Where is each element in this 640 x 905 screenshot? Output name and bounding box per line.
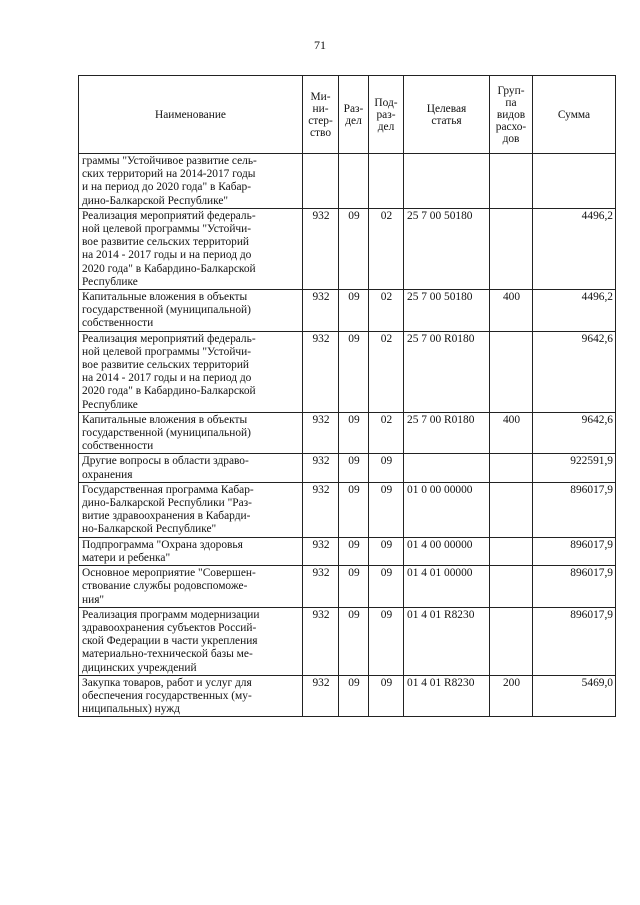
cell-target [404,454,490,482]
cell-sum: 896017,9 [533,566,616,608]
cell-subsection: 02 [369,208,404,289]
table-row [79,454,616,482]
cell-group [490,537,533,565]
cell-subsection: 02 [369,331,404,412]
cell-ministry: 932 [303,607,339,675]
cell-group: 400 [490,412,533,454]
cell-section: 09 [339,412,369,454]
cell-name: Закупка товаров, работ и услуг для обеспечения государственных (му- ниципальных) нужд [79,675,303,717]
cell-ministry: 932 [303,290,339,332]
cell-subsection: 02 [369,290,404,332]
cell-name: Другие вопросы в области здраво- охранения [79,454,303,482]
cell-ministry [303,154,339,209]
cell-section: 09 [339,566,369,608]
table-row [79,566,616,608]
page-number: 71 [314,38,326,52]
cell-subsection: 09 [369,675,404,717]
header-sum: Сумма [533,76,616,154]
table-row [79,331,616,412]
cell-subsection: 09 [369,537,404,565]
header-subsection: Под- раз- дел [369,76,404,154]
header-target: Целевая статья [404,76,490,154]
cell-ministry: 932 [303,331,339,412]
cell-sum: 9642,6 [533,412,616,454]
cell-group [490,566,533,608]
cell-target: 25 7 00 50180 [404,290,490,332]
header-ministry: Ми- ни- стер- ство [303,76,339,154]
table-header-row [79,76,616,154]
cell-subsection: 09 [369,454,404,482]
cell-section: 09 [339,208,369,289]
cell-section: 09 [339,454,369,482]
cell-ministry: 932 [303,208,339,289]
cell-subsection: 09 [369,482,404,537]
cell-sum: 896017,9 [533,607,616,675]
table-body [79,154,616,717]
cell-target: 25 7 00 50180 [404,208,490,289]
cell-section: 09 [339,482,369,537]
cell-ministry: 932 [303,675,339,717]
cell-sum: 4496,2 [533,208,616,289]
cell-ministry: 932 [303,482,339,537]
cell-group [490,208,533,289]
budget-table [78,75,616,717]
cell-name: Реализация мероприятий федераль- ной целевой программы "Устойчи- вое развитие сельских территорий на 2014 - 2017 годы и на период до 2020 года" в Кабардино-Балкарской Республике [79,208,303,289]
cell-name: Государственная программа Кабар- дино-Балкарской Республики "Раз- витие здравоохранения в Кабарди- но-Балкарской Республике" [79,482,303,537]
cell-section [339,154,369,209]
header-group: Груп- па видов расхо- дов [490,76,533,154]
cell-target [404,154,490,209]
cell-target: 01 4 00 00000 [404,537,490,565]
cell-sum [533,154,616,209]
header-name: Наименование [79,76,303,154]
cell-group [490,454,533,482]
cell-group: 400 [490,290,533,332]
cell-name: Основное мероприятие "Совершен- ствование службы родовспоможе- ния" [79,566,303,608]
cell-name: Реализация программ модернизации здравоохранения субъектов Россий- ской Федерации в части укрепления материально-технической базы ме- дицинских учреждений [79,607,303,675]
cell-target: 01 0 00 00000 [404,482,490,537]
cell-target: 25 7 00 R0180 [404,331,490,412]
cell-sum: 896017,9 [533,482,616,537]
cell-subsection: 02 [369,412,404,454]
cell-target: 25 7 00 R0180 [404,412,490,454]
cell-section: 09 [339,675,369,717]
cell-section: 09 [339,290,369,332]
cell-sum: 4496,2 [533,290,616,332]
table-row [79,482,616,537]
table-row [79,208,616,289]
table-row [79,537,616,565]
cell-ministry: 932 [303,454,339,482]
cell-name: Капитальные вложения в объекты государственной (муниципальной) собственности [79,290,303,332]
cell-sum: 922591,9 [533,454,616,482]
header-section: Раз- дел [339,76,369,154]
table-row [79,607,616,675]
cell-section: 09 [339,331,369,412]
cell-sum: 9642,6 [533,331,616,412]
cell-sum: 5469,0 [533,675,616,717]
cell-group [490,607,533,675]
cell-name: Капитальные вложения в объекты государственной (муниципальной) собственности [79,412,303,454]
cell-subsection [369,154,404,209]
cell-group [490,482,533,537]
table-row [79,154,616,209]
cell-target: 01 4 01 00000 [404,566,490,608]
cell-name: Подпрограмма "Охрана здоровья матери и ребенка" [79,537,303,565]
cell-ministry: 932 [303,537,339,565]
cell-group [490,154,533,209]
cell-ministry: 932 [303,412,339,454]
cell-target: 01 4 01 R8230 [404,675,490,717]
table-row [79,290,616,332]
cell-sum: 896017,9 [533,537,616,565]
cell-section: 09 [339,537,369,565]
cell-group [490,331,533,412]
cell-section: 09 [339,607,369,675]
cell-ministry: 932 [303,566,339,608]
table-row [79,412,616,454]
cell-name: граммы "Устойчивое развитие сель- ских территорий на 2014-2017 годы и на период до 2020 года" в Кабар- дино-Балкарской Республике" [79,154,303,209]
cell-subsection: 09 [369,566,404,608]
cell-group: 200 [490,675,533,717]
table-row [79,675,616,717]
cell-subsection: 09 [369,607,404,675]
cell-target: 01 4 01 R8230 [404,607,490,675]
cell-name: Реализация мероприятий федераль- ной целевой программы "Устойчи- вое развитие сельских территорий на 2014 - 2017 годы и на период до 2020 года" в Кабардино-Балкарской Республике [79,331,303,412]
